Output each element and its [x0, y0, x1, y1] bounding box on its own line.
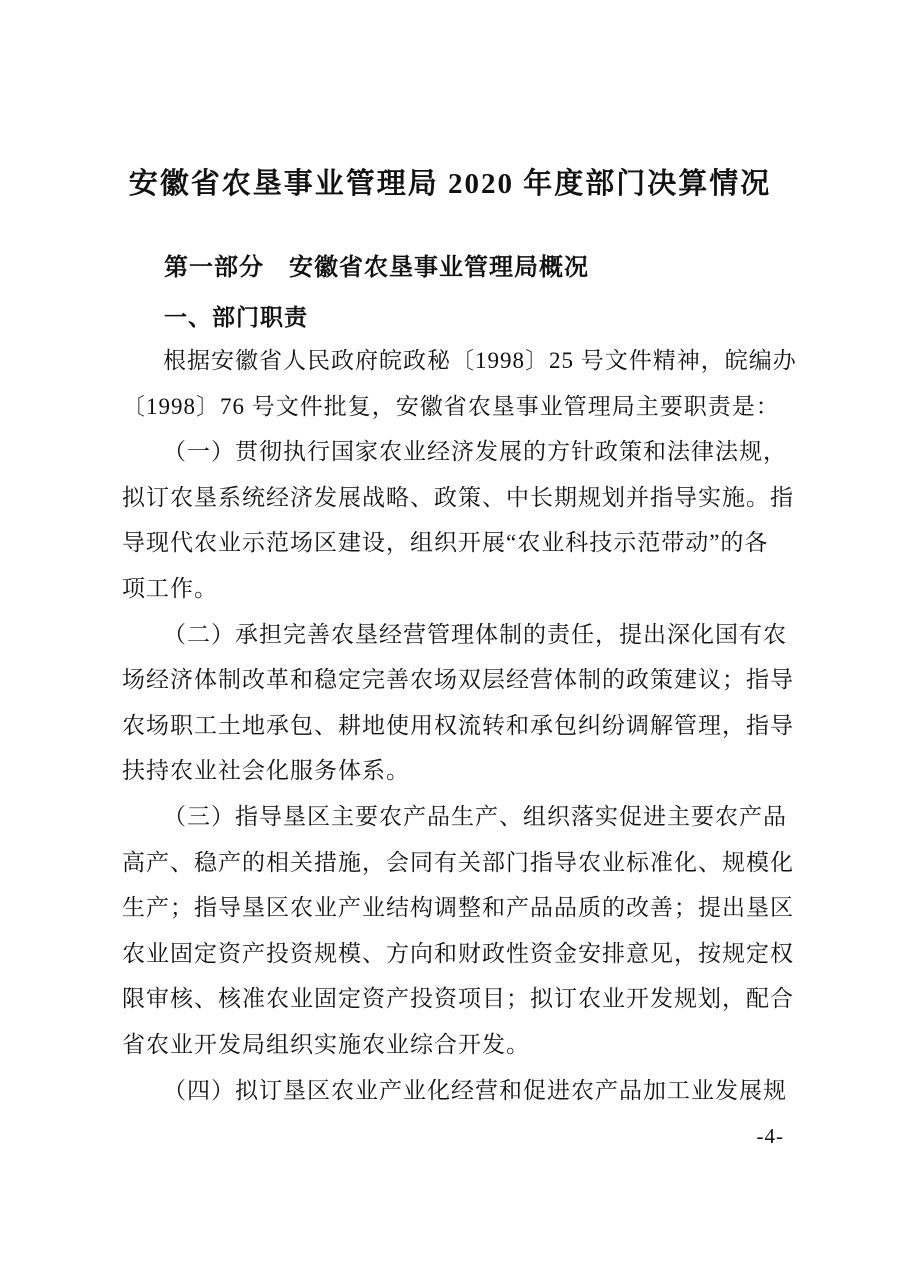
text-line: 省农业开发局组织实施农业综合开发。 [122, 1031, 530, 1057]
text-line: 〔1998〕76 号文件批复，安徽省农垦事业管理局主要职责是： [122, 393, 780, 419]
text-line: 农场职工土地承包、耕地使用权流转和承包纠纷调解管理，指导 [122, 712, 794, 738]
text-line: 限审核、核准农业固定资产投资项目；拟订农业开发规划，配合 [122, 986, 794, 1012]
text-line: 项工作。 [122, 575, 218, 601]
text-line: （三）指导垦区主要农产品生产、组织落实促进主要农产品 [163, 803, 787, 829]
text-line: 生产；指导垦区农业产业结构调整和产品品质的改善；提出垦区 [122, 895, 794, 921]
text-line: 场经济体制改革和稳定完善农场双层经营体制的政策建议；指导 [122, 667, 794, 693]
text-line: 扶持农业社会化服务体系。 [122, 758, 410, 784]
body-text [122, 338, 802, 1113]
text-line: 农业固定资产投资规模、方向和财政性资金安排意见，按规定权 [122, 940, 794, 966]
text-line: 高产、稳产的相关措施，会同有关部门指导农业标准化、规模化 [122, 849, 794, 875]
document-title: 安徽省农垦事业管理局 2020 年度部门决算情况 [128, 168, 772, 200]
text-line: 拟订农垦系统经济发展战略、政策、中长期规划并指导实施。指 [122, 484, 794, 510]
text-line: 导现代农业示范场区建设，组织开展“农业科技示范带动”的各 [122, 530, 769, 556]
text-line: （一）贯彻执行国家农业经济发展的方针政策和法律法规， [163, 439, 787, 465]
text-line: 根据安徽省人民政府皖政秘〔1998〕25 号文件精神，皖编办 [163, 348, 797, 373]
page-number: -4- [756, 1124, 784, 1148]
section-heading-part-one: 第一部分 安徽省农垦事业管理局概况 [164, 254, 589, 281]
text-line: （二）承担完善农垦经营管理体制的责任，提出深化国有农 [163, 621, 787, 647]
subsection-heading-department-duties: 一、部门职责 [164, 304, 308, 330]
text-line: （四）拟订垦区农业产业化经营和促进农产品加工业发展规 [163, 1077, 787, 1103]
